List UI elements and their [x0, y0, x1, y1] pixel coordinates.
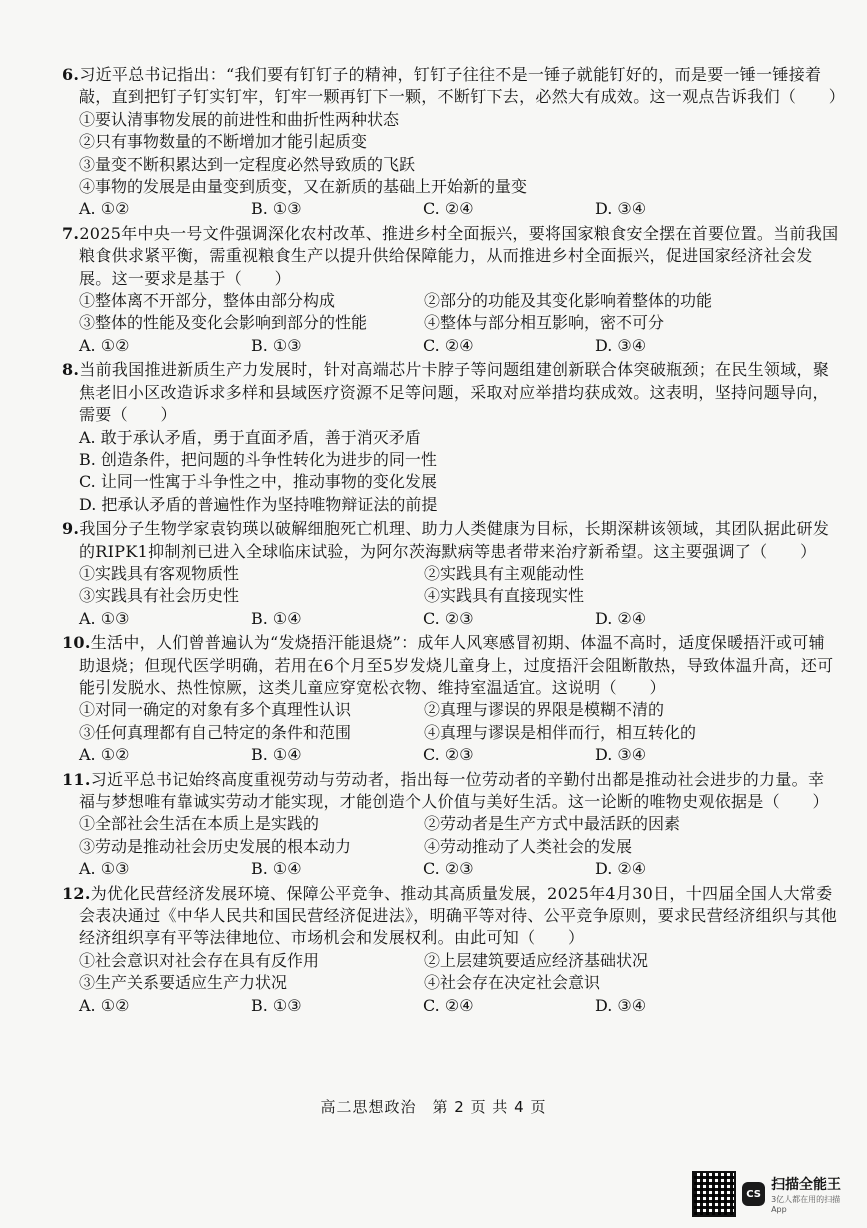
scanner-text [771, 1174, 852, 1214]
statements [62, 290, 840, 335]
choice-a: A. ①③ [79, 859, 130, 879]
qr-code-icon [692, 1171, 736, 1217]
choice-c: C. ②④ [423, 995, 474, 1015]
choice-b: B. 创造条件，把问题的斗争性转化为进步的同一性 [79, 449, 437, 469]
statement: ①全部社会生活在本质上是实践的 [79, 814, 320, 834]
question-8 [62, 359, 840, 516]
question-stem: 6.习近平总书记指出：“我们要有钉钉子的精神，钉钉子往往不是一锤子就能钉好的，而是要一锤一锤接着敲，直到把钉子钉实钉牢，钉牢一颗再钉下一颗，不断钉下去，必然大有成效。这一观点告诉我们（ ） [62, 65, 846, 107]
choice-a: A. 敢于承认矛盾，勇于直面矛盾，善于消灭矛盾 [79, 427, 421, 447]
choice-b: B. ①④ [251, 608, 302, 628]
statement: ②部分的功能及其变化影响着整体的功能 [424, 291, 713, 311]
statement: ④实践具有直接现实性 [424, 586, 585, 606]
question-6 [62, 64, 846, 221]
choice-a: A. ①② [79, 335, 130, 355]
choice-c: C. 让同一性寓于斗争性之中，推动事物的变化发展 [79, 472, 437, 492]
statements [62, 563, 840, 608]
scanner-watermark [692, 1166, 852, 1222]
statement: ①要认清事物发展的前进性和曲折性两种状态 [79, 109, 400, 129]
choice-a: A. ①② [79, 745, 130, 765]
statement: ③实践具有社会历史性 [79, 586, 240, 606]
question-11 [62, 769, 840, 881]
choice-d: D. ②④ [595, 608, 647, 628]
choice-d: D. ③④ [595, 199, 647, 219]
answer-choices [62, 744, 840, 766]
choice-a: A. ①② [79, 199, 130, 219]
statement: ④社会存在决定社会意识 [424, 973, 601, 993]
question-12 [62, 883, 840, 1017]
choice-c: C. ②③ [423, 745, 474, 765]
statement: ③量变不断积累达到一定程度必然导致质的飞跃 [79, 154, 416, 174]
statement: ①整体离不开部分，整体由部分构成 [79, 291, 336, 311]
statement: ①对同一确定的对象有多个真理性认识 [79, 700, 352, 720]
choice-a: A. ①③ [79, 608, 130, 628]
statement: ①实践具有客观物质性 [79, 563, 240, 583]
question-stem: 7.2025年中央一号文件强调深化农村改革、推进乡村全面振兴，要将国家粮食安全摆在首要位置。当前我国粮食供求紧平衡，需重视粮食生产以提升供给保障能力，从而推进乡村全面振兴，促进国家经济社会发展。这一要求是基于（ ） [62, 223, 839, 288]
question-10 [62, 632, 840, 766]
choice-c: C. ②④ [423, 199, 474, 219]
answer-choices [62, 858, 840, 880]
statement: ③任何真理都有自己特定的条件和范围 [79, 722, 352, 742]
choice-c: C. ②④ [423, 335, 474, 355]
choice-d: D. ③④ [595, 995, 647, 1015]
statement: ②实践具有主观能动性 [424, 563, 585, 583]
question-stem: 8.当前我国推进新质生产力发展时，针对高端芯片卡脖子等问题组建创新联合体突破瓶颈；在民生领域，聚焦老旧小区改造诉求多样和县域医疗资源不足等问题，采取对应举措均获成效。这表明，坚持问题导向，需要（ ） [62, 360, 830, 425]
page-footer: 高二思想政治 第 2 页 共 4 页 [320, 1098, 547, 1116]
statement: ③劳动是推动社会历史发展的根本动力 [79, 836, 352, 856]
question-stem: 10.生活中，人们曾普遍认为“发烧捂汗能退烧”：成年人风寒感冒初期、体温不高时，适度保暖捂汗或可辅助退烧；但现代医学明确，若用在6个月至5岁发烧儿童身上，过度捂汗会阻断散热，导致体温升高，还可能引发脱水、热性惊厥，这类儿童应穿宽松衣物、维持室温适宜。这说明（ ） [62, 633, 834, 697]
question-7 [62, 223, 840, 357]
choice-b: B. ①③ [251, 199, 302, 219]
answer-choices [62, 608, 840, 630]
statement: ④真理与谬误是相伴而行，相互转化的 [424, 722, 697, 742]
choice-b: B. ①③ [251, 335, 302, 355]
choice-d: D. ③④ [595, 335, 647, 355]
question-stem: 12.为优化民营经济发展环境、保障公平竞争、推动其高质量发展，2025年4月30日，十四届全国人大常委会表决通过《中华人民共和国民营经济促进法》，明确平等对待、公平竞争原则，要求民营经济组织与其他经济组织享有平等法律地位、市场机会和发展权利。由此可知（ ） [62, 883, 838, 948]
question-stem: 9.我国分子生物学家袁钧瑛以破解细胞死亡机理、助力人类健康为目标，长期深耕该领域，其团队据此研发的RIPK1抑制剂已进入全球临床试验，为阿尔茨海默病等患者带来治疗新希望。这主要强调了（ ） [62, 519, 830, 561]
statement: ①社会意识对社会存在具有反作用 [79, 950, 320, 970]
choice-c: C. ②③ [423, 608, 474, 628]
statement: ②劳动者是生产方式中最活跃的因素 [424, 814, 681, 834]
answer-choices [62, 995, 840, 1017]
statement: ④事物的发展是由量变到质变，又在新质的基础上开始新的量变 [79, 177, 528, 197]
choice-d: D. ②④ [595, 859, 647, 879]
choice-b: B. ①④ [251, 745, 302, 765]
question-9 [62, 518, 840, 630]
statements [62, 950, 840, 995]
statement: ③生产关系要适应生产力状况 [79, 973, 288, 993]
scanner-subtitle: 3亿人都在用的扫描App [771, 1195, 841, 1214]
statements [62, 813, 840, 858]
statement: ④劳动推动了人类社会的发展 [424, 836, 633, 856]
choice-c: C. ②③ [423, 859, 474, 879]
camscanner-logo-icon: CS [742, 1182, 765, 1206]
choice-b: B. ①③ [251, 995, 302, 1015]
choice-d: D. ③④ [595, 745, 647, 765]
statement: ②只有事物数量的不断增加才能引起质变 [79, 132, 368, 152]
answer-choices [62, 198, 840, 220]
choice-a: A. ①② [79, 995, 130, 1015]
scanner-title: 扫描全能王 [771, 1177, 842, 1193]
choice-b: B. ①④ [251, 859, 302, 879]
statement: ④整体与部分相互影响，密不可分 [424, 313, 665, 333]
statement: ②上层建筑要适应经济基础状况 [424, 950, 649, 970]
statement: ②真理与谬误的界限是模糊不清的 [424, 700, 665, 720]
choice-d: D. 把承认矛盾的普遍性作为坚持唯物辩证法的前提 [79, 494, 438, 514]
exam-page [62, 64, 846, 1019]
answer-choices [62, 335, 840, 357]
statements [62, 699, 840, 744]
statement: ③整体的性能及变化会影响到部分的性能 [79, 313, 368, 333]
question-stem: 11.习近平总书记始终高度重视劳动与劳动者，指出每一位劳动者的辛勤付出都是推动社会进步的力量。幸福与梦想唯有靠诚实劳动才能实现，才能创造个人价值与美好生活。这一论断的唯物史观依据是（ ） [62, 769, 829, 811]
